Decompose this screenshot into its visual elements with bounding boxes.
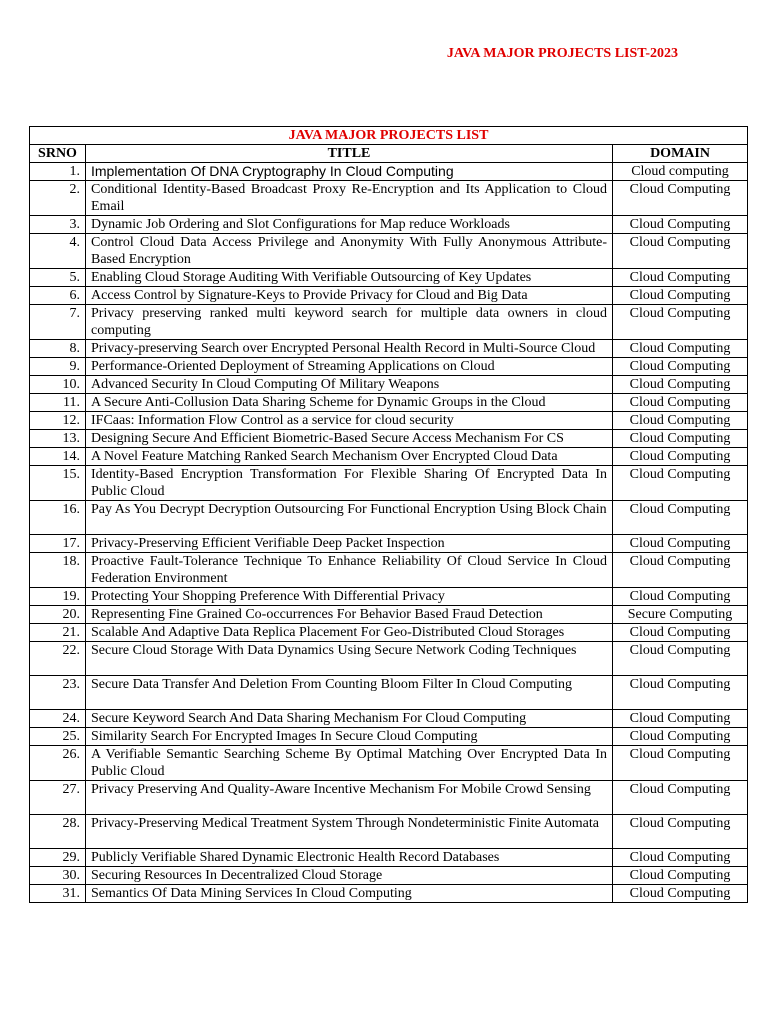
project-srno: 2. (30, 181, 86, 216)
project-srno: 4. (30, 234, 86, 269)
table-row (30, 588, 748, 606)
project-title: Dynamic Job Ordering and Slot Configurations for Map reduce Workloads (86, 216, 613, 234)
table-row (30, 181, 748, 216)
table-row (30, 358, 748, 376)
table-row (30, 340, 748, 358)
project-srno: 19. (30, 588, 86, 606)
column-header-title: TITLE (86, 145, 613, 163)
project-domain: Cloud Computing (613, 234, 748, 269)
project-domain: Cloud Computing (613, 588, 748, 606)
project-title: Advanced Security In Cloud Computing Of Military Weapons (86, 376, 613, 394)
project-title: Privacy Preserving And Quality-Aware Incentive Mechanism For Mobile Crowd Sensing (86, 781, 613, 815)
project-domain: Cloud Computing (613, 624, 748, 642)
project-domain: Cloud Computing (613, 358, 748, 376)
project-domain: Cloud Computing (613, 642, 748, 676)
project-domain: Cloud Computing (613, 501, 748, 535)
project-srno: 14. (30, 448, 86, 466)
project-title: IFCaas: Information Flow Control as a service for cloud security (86, 412, 613, 430)
project-domain: Cloud Computing (613, 287, 748, 305)
project-title: Implementation Of DNA Cryptography In Cloud Computing (86, 163, 613, 181)
project-srno: 28. (30, 815, 86, 849)
table-header-row (30, 145, 748, 163)
project-domain: Cloud Computing (613, 466, 748, 501)
project-domain: Cloud Computing (613, 535, 748, 553)
table-row (30, 216, 748, 234)
project-title: Secure Data Transfer And Deletion From Counting Bloom Filter In Cloud Computing (86, 676, 613, 710)
project-title: Privacy-Preserving Efficient Verifiable Deep Packet Inspection (86, 535, 613, 553)
project-title: Publicly Verifiable Shared Dynamic Electronic Health Record Databases (86, 849, 613, 867)
table-row (30, 849, 748, 867)
project-rows (30, 163, 748, 903)
project-title: Proactive Fault-Tolerance Technique To Enhance Reliability Of Cloud Service In Cloud Federation Environment (86, 553, 613, 588)
project-title: Designing Secure And Efficient Biometric-Based Secure Access Mechanism For CS (86, 430, 613, 448)
project-domain: Cloud Computing (613, 448, 748, 466)
project-domain: Cloud Computing (613, 849, 748, 867)
table-row (30, 501, 748, 535)
project-domain: Cloud Computing (613, 412, 748, 430)
project-domain: Cloud Computing (613, 394, 748, 412)
project-title: Conditional Identity-Based Broadcast Proxy Re-Encryption and Its Application to Cloud Email (86, 181, 613, 216)
table-row (30, 430, 748, 448)
project-title: Control Cloud Data Access Privilege and Anonymity With Fully Anonymous Attribute-Based Encryption (86, 234, 613, 269)
table-row (30, 412, 748, 430)
project-domain: Cloud Computing (613, 815, 748, 849)
column-header-srno: SRNO (30, 145, 86, 163)
project-srno: 3. (30, 216, 86, 234)
project-title: Similarity Search For Encrypted Images In Secure Cloud Computing (86, 728, 613, 746)
project-title: A Verifiable Semantic Searching Scheme By Optimal Matching Over Encrypted Data In Public Cloud (86, 746, 613, 781)
table-row (30, 535, 748, 553)
project-title: Representing Fine Grained Co-occurrences For Behavior Based Fraud Detection (86, 606, 613, 624)
table-row (30, 269, 748, 287)
column-header-domain: DOMAIN (613, 145, 748, 163)
project-domain: Cloud Computing (613, 676, 748, 710)
project-domain: Cloud Computing (613, 376, 748, 394)
projects-table (29, 126, 748, 903)
project-domain: Cloud Computing (613, 430, 748, 448)
table-row (30, 642, 748, 676)
project-title: Privacy-preserving Search over Encrypted Personal Health Record in Multi-Source Cloud (86, 340, 613, 358)
project-title: Protecting Your Shopping Preference With Differential Privacy (86, 588, 613, 606)
project-title: A Novel Feature Matching Ranked Search Mechanism Over Encrypted Cloud Data (86, 448, 613, 466)
document-heading: JAVA MAJOR PROJECTS LIST-2023 (446, 46, 678, 61)
table-row (30, 624, 748, 642)
table-row (30, 606, 748, 624)
project-srno: 1. (30, 163, 86, 181)
project-srno: 18. (30, 553, 86, 588)
table-caption-row (30, 127, 748, 145)
project-srno: 27. (30, 781, 86, 815)
project-srno: 24. (30, 710, 86, 728)
project-srno: 9. (30, 358, 86, 376)
project-srno: 23. (30, 676, 86, 710)
table-row (30, 746, 748, 781)
project-domain: Cloud computing (613, 163, 748, 181)
project-srno: 17. (30, 535, 86, 553)
project-domain: Cloud Computing (613, 710, 748, 728)
table-row (30, 466, 748, 501)
project-srno: 20. (30, 606, 86, 624)
table-row (30, 234, 748, 269)
project-domain: Cloud Computing (613, 305, 748, 340)
project-srno: 12. (30, 412, 86, 430)
table-row (30, 867, 748, 885)
project-srno: 25. (30, 728, 86, 746)
project-srno: 5. (30, 269, 86, 287)
project-title: Secure Keyword Search And Data Sharing Mechanism For Cloud Computing (86, 710, 613, 728)
table-caption: JAVA MAJOR PROJECTS LIST (30, 127, 748, 145)
project-domain: Cloud Computing (613, 553, 748, 588)
project-srno: 31. (30, 885, 86, 903)
project-title: Identity-Based Encryption Transformation For Flexible Sharing Of Encrypted Data In Public Cloud (86, 466, 613, 501)
table-row (30, 885, 748, 903)
project-title: Pay As You Decrypt Decryption Outsourcing For Functional Encryption Using Block Chain (86, 501, 613, 535)
project-domain: Cloud Computing (613, 781, 748, 815)
project-title: Privacy-Preserving Medical Treatment System Through Nondeterministic Finite Automata (86, 815, 613, 849)
project-domain: Secure Computing (613, 606, 748, 624)
project-domain: Cloud Computing (613, 867, 748, 885)
project-title: Securing Resources In Decentralized Cloud Storage (86, 867, 613, 885)
table-row (30, 815, 748, 849)
project-title: Semantics Of Data Mining Services In Cloud Computing (86, 885, 613, 903)
project-title: Access Control by Signature-Keys to Provide Privacy for Cloud and Big Data (86, 287, 613, 305)
project-srno: 21. (30, 624, 86, 642)
project-srno: 30. (30, 867, 86, 885)
project-domain: Cloud Computing (613, 216, 748, 234)
project-domain: Cloud Computing (613, 269, 748, 287)
project-srno: 15. (30, 466, 86, 501)
table-row (30, 394, 748, 412)
project-srno: 22. (30, 642, 86, 676)
project-title: Performance-Oriented Deployment of Streaming Applications on Cloud (86, 358, 613, 376)
project-srno: 6. (30, 287, 86, 305)
table-row (30, 553, 748, 588)
table-row (30, 676, 748, 710)
project-srno: 16. (30, 501, 86, 535)
project-title: Secure Cloud Storage With Data Dynamics Using Secure Network Coding Techniques (86, 642, 613, 676)
table-row (30, 728, 748, 746)
project-srno: 10. (30, 376, 86, 394)
project-srno: 11. (30, 394, 86, 412)
project-domain: Cloud Computing (613, 340, 748, 358)
table-row (30, 448, 748, 466)
project-srno: 8. (30, 340, 86, 358)
project-srno: 26. (30, 746, 86, 781)
project-domain: Cloud Computing (613, 728, 748, 746)
table-row (30, 710, 748, 728)
project-title: Enabling Cloud Storage Auditing With Verifiable Outsourcing of Key Updates (86, 269, 613, 287)
table-row (30, 781, 748, 815)
table-row (30, 163, 748, 181)
project-srno: 7. (30, 305, 86, 340)
project-title: Privacy preserving ranked multi keyword search for multiple data owners in cloud computing (86, 305, 613, 340)
project-domain: Cloud Computing (613, 181, 748, 216)
project-srno: 29. (30, 849, 86, 867)
table-row (30, 287, 748, 305)
project-domain: Cloud Computing (613, 885, 748, 903)
table-row (30, 305, 748, 340)
table-row (30, 376, 748, 394)
project-domain: Cloud Computing (613, 746, 748, 781)
project-title: Scalable And Adaptive Data Replica Placement For Geo-Distributed Cloud Storages (86, 624, 613, 642)
project-title: A Secure Anti-Collusion Data Sharing Scheme for Dynamic Groups in the Cloud (86, 394, 613, 412)
project-srno: 13. (30, 430, 86, 448)
